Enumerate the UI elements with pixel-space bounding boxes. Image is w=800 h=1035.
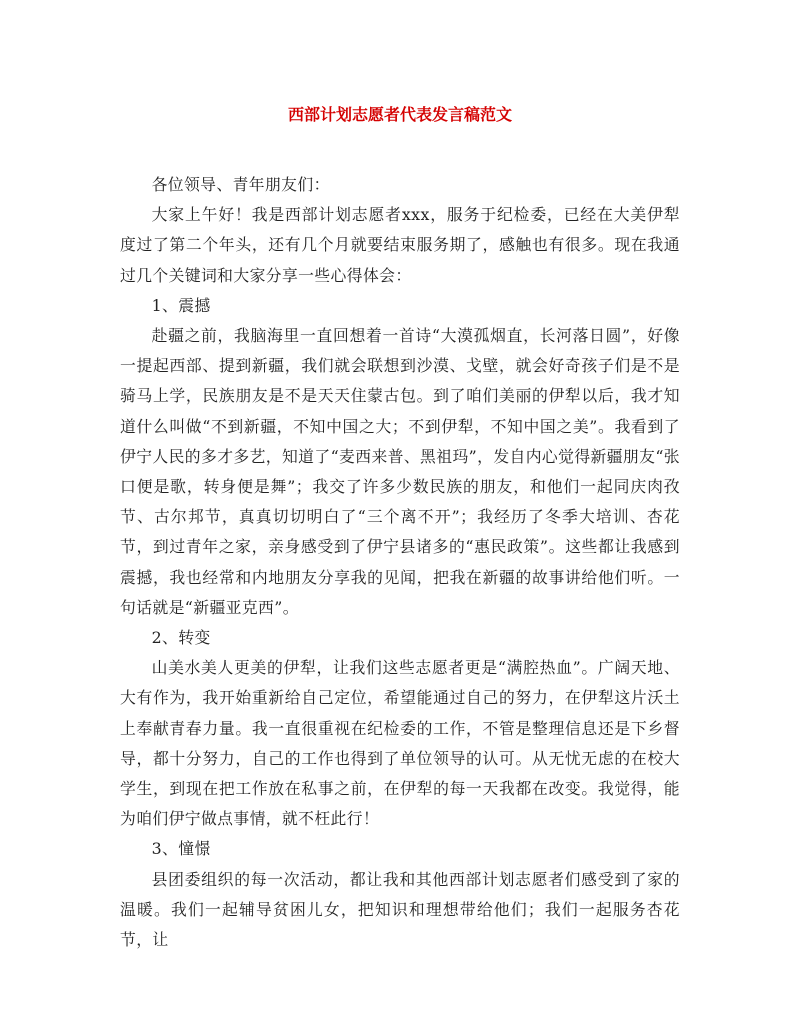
section-1-paragraph: 赴疆之前，我脑海里一直回想着一首诗“大漠孤烟直，长河落日圆”，好像一提起西部、提到新疆，我们就会联想到沙漠、戈壁，就会好奇孩子们是不是骑马上学，民族朋友是不是天天住蒙古包。到了咱们美丽的伊犁以后，我才知道什么叫做“不到新疆，不知中国之大；不到伊犁，不知中国之美”。我看到了伊宁人民的多才多艺，知道了“麦西来普、黑祖玛”，发自内心觉得新疆朋友“张口便是歌，转身便是舞”；我交了许多少数民族的朋友，和他们一起同庆肉孜节、古尔邦节，真真切切明白了“三个离不开”；我经历了冬季大培训、杏花节，到过青年之家，亲身感受到了伊宁县诸多的“惠民政策”。这些都让我感到震撼，我也经常和内地朋友分享我的见闻，把我在新疆的故事讲给他们听。一句话就是“新疆亚克西”。 [120, 326, 680, 617]
document-page [120, 0, 680, 1035]
document-title: 西部计划志愿者代表发言稿范文 [287, 105, 512, 124]
greeting-paragraph: 各位领导、青年朋友们： [151, 175, 330, 194]
document-body [120, 170, 680, 955]
section-heading-1: 1、震撼 [151, 295, 211, 315]
intro-paragraph: 大家上午好！我是西部计划志愿者xxx，服务于纪检委，已经在大美伊犁度过了第二个年头，还有几个月就要结束服务期了，感触也有很多。现在我通过几个关键词和大家分享一些心得体会： [120, 205, 680, 285]
section-heading-2: 2、转变 [151, 628, 211, 648]
section-heading-3: 3、憧憬 [151, 839, 211, 859]
section-3-paragraph: 县团委组织的每一次活动，都让我和其他西部计划志愿者们感受到了家的温暖。我们一起辅导贫困儿女，把知识和理想带给他们；我们一起服务杏花节，让 [120, 869, 680, 950]
section-2-paragraph: 山美水美人更美的伊犁，让我们这些志愿者更是“满腔热血”。广阔天地、大有作为，我开始重新给自己定位，希望能通过自己的努力，在伊犁这片沃土上奉献青春力量。我一直很重视在纪检委的工作，不管是整理信息还是下乡督导，都十分努力，自己的工作也得到了单位领导的认可。从无忧无虑的在校大学生，到现在把工作放在私事之前，在伊犁的每一天我都在改变。我觉得，能为咱们伊宁做点事情，就不枉此行！ [120, 658, 680, 829]
